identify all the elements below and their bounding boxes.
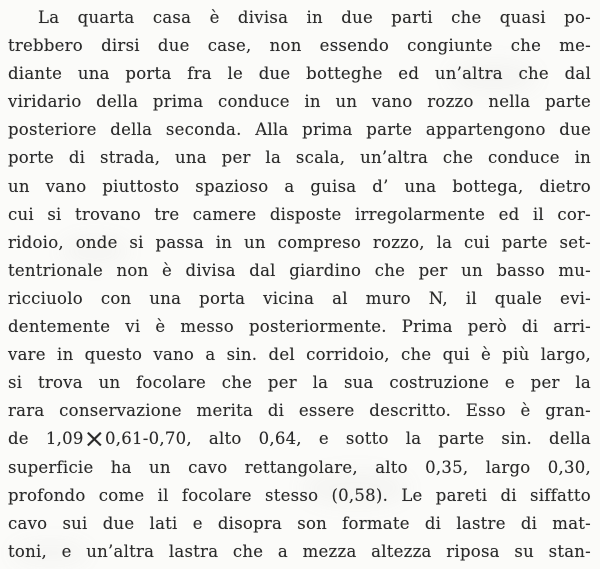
text-line: cui si trovano tre camere disposte irregolarmente ed il cor- [8, 204, 591, 224]
text-line: cavo sui due lati e disopra son formate di lastre di mat- [8, 513, 591, 533]
text-line: ricciuolo con una porta vicina al muro N, il quale evi- [8, 288, 591, 308]
text-line: toni, e un’altra lastra che a mezza altezza riposa su stan- [8, 541, 591, 561]
text-line: viridario della prima conduce in un vano rozzo nella parte [8, 92, 591, 112]
text-line: vare in questo vano a sin. del corridoio, che qui è più largo, [8, 345, 591, 365]
text-line: si trova un focolare che per la sua costruzione e per la [8, 373, 591, 393]
text-line: La quarta casa è divisa in due parti che quasi po- [38, 8, 591, 27]
multiplication-cross: × [83, 424, 106, 455]
text-line: posteriore della seconda. Alla prima parte appartengono due [8, 120, 591, 140]
text-line: profondo come il focolare stesso (0,58). Le pareti di siffatto [8, 485, 591, 505]
text-line: rara conservazione merita di essere descritto. Esso è gran- [8, 401, 591, 421]
text-line: dentemente vi è messo posteriormente. Prima però di arri- [8, 317, 591, 337]
text-line: superficie ha un cavo rettangolare, alto 0,35, largo 0,30, [8, 457, 591, 477]
text-line: diante una porta fra le due botteghe ed un’altra che dal [8, 64, 591, 84]
text-line: trebbero dirsi due case, non essendo congiunte che me- [8, 36, 591, 56]
text-line: tentrionale non è divisa dal giardino che per un basso mu- [8, 260, 591, 280]
text-line: un vano piuttosto spazioso a guisa d’ una bottega, dietro [8, 176, 591, 196]
text-line: ridoio, onde si passa in un compreso rozzo, la cui parte set- [8, 232, 591, 252]
text-line: de 1,09×0,61-0,70, alto 0,64, e sotto la parte sin. della [8, 424, 591, 455]
text-paragraph [8, 4, 591, 566]
text-line: porte di strada, una per la scala, un’altra che conduce in [8, 148, 591, 168]
